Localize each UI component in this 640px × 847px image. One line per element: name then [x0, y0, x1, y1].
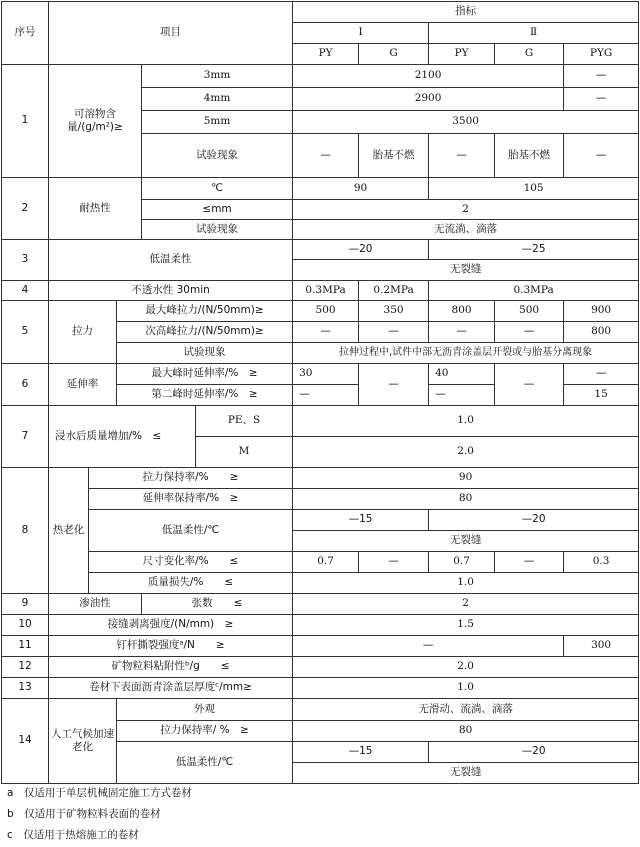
value-cell: —: [564, 88, 639, 111]
value-cell: 90: [293, 468, 639, 489]
value-cell: —: [564, 364, 639, 385]
row-label: 浸水后质量增加/% ≤: [49, 406, 196, 468]
seq-header: 序号: [2, 2, 49, 65]
row-number: 3: [2, 240, 49, 281]
value-cell: —: [495, 322, 564, 343]
sub-label: 试验现象: [117, 343, 293, 364]
sub-label: 质量损失/% ≤: [89, 573, 293, 594]
indicator-header: 指标: [293, 2, 639, 23]
row-label: 耐热性: [49, 178, 142, 240]
value-cell: 800: [564, 322, 639, 343]
value-cell: 胎基不燃: [359, 134, 429, 178]
value-cell: 90: [293, 178, 429, 200]
value-cell: 3500: [293, 111, 639, 134]
value-cell: —15: [293, 510, 429, 531]
col-header: PY: [429, 44, 495, 65]
row-number: 8: [2, 468, 49, 594]
value-cell: 40: [429, 364, 495, 385]
sub-label: 3mm: [142, 65, 293, 88]
sub-label: M: [196, 437, 293, 468]
row-label: 低温柔性: [49, 240, 293, 281]
value-cell: 105: [429, 178, 639, 200]
value-cell: 2: [293, 594, 639, 615]
value-cell: 2900: [293, 88, 564, 111]
row-number: 10: [2, 615, 49, 636]
row-number: 13: [2, 678, 49, 699]
footnote-b: b 仅适用于矿物粒料表面的卷材: [7, 808, 161, 820]
row-label: 钉杆撕裂强度ᵃ/N ≥: [49, 636, 293, 657]
row-number: 6: [2, 364, 49, 406]
sub-label: ≤mm: [142, 200, 293, 220]
value-cell: 1.0: [293, 406, 639, 437]
value-cell: 胎基不燃: [495, 134, 564, 178]
col-header: G: [495, 44, 564, 65]
row-number: 7: [2, 406, 49, 468]
sub-label: 最大峰时延伸率/% ≥: [117, 364, 293, 385]
value-cell: 无流淌、滴落: [293, 220, 639, 240]
value-cell: 500: [495, 301, 564, 322]
sub-label: 试验现象: [142, 134, 293, 178]
value-cell: 80: [293, 489, 639, 510]
footnote-a: a 仅适用于单层机械固定施工方式卷材: [7, 787, 192, 799]
row-label: 拉力: [49, 301, 117, 364]
row-label: 不透水性 30min: [49, 281, 293, 301]
value-cell: —: [495, 552, 564, 573]
sub-label: 拉力保持率/% ≥: [89, 468, 293, 489]
value-cell: 2: [293, 200, 639, 220]
row-label: 可溶物含量/(g/m²)≥: [49, 65, 142, 178]
value-cell: 500: [293, 301, 359, 322]
value-cell: —20: [293, 240, 429, 260]
row-label: 接缝剥离强度/(N/mm) ≥: [49, 615, 293, 636]
row-number: 4: [2, 281, 49, 301]
value-cell: 无裂缝: [293, 260, 639, 281]
value-cell: 0.3: [564, 552, 639, 573]
value-cell: —: [429, 385, 495, 406]
value-cell: —: [564, 65, 639, 88]
value-cell: 0.2MPa: [359, 281, 429, 301]
value-cell: 300: [564, 636, 639, 657]
row-number: 12: [2, 657, 49, 678]
value-cell: —20: [429, 742, 639, 763]
value-cell: —: [359, 552, 429, 573]
value-cell: 无滑动、流淌、滴落: [293, 699, 639, 721]
sub-label: 低温柔性/℃: [117, 742, 293, 784]
col-header: PYG: [564, 44, 639, 65]
value-cell: 0.3MPa: [293, 281, 359, 301]
value-cell: —: [293, 322, 359, 343]
sub-label: 4mm: [142, 88, 293, 111]
value-cell: —15: [293, 742, 429, 763]
value-cell: 1.5: [293, 615, 639, 636]
sub-label: PE、S: [196, 406, 293, 437]
sub-label: 拉力保持率/ % ≥: [117, 721, 293, 742]
sub-label: 延伸率保持率/% ≥: [89, 489, 293, 510]
group-1-header: I: [293, 23, 429, 44]
value-cell: 0.7: [429, 552, 495, 573]
footnote-c: c 仅适用于热熔施工的卷材: [7, 829, 139, 841]
row-number: 1: [2, 65, 49, 178]
col-header: PY: [293, 44, 359, 65]
row-number: 2: [2, 178, 49, 240]
value-cell: —: [429, 134, 495, 178]
value-cell: 80: [293, 721, 639, 742]
value-cell: 2.0: [293, 657, 639, 678]
value-cell: —25: [429, 240, 639, 260]
sub-label: 试验现象: [142, 220, 293, 240]
value-cell: —: [429, 322, 495, 343]
value-cell: 无裂缝: [293, 531, 639, 552]
row-number: 5: [2, 301, 49, 364]
footnotes: [1, 783, 638, 846]
item-header: 项目: [49, 2, 293, 65]
value-cell: —: [495, 364, 564, 406]
col-header: G: [359, 44, 429, 65]
value-cell: 1.0: [293, 573, 639, 594]
value-cell: 1.0: [293, 678, 639, 699]
value-cell: —: [359, 322, 429, 343]
value-cell: 30: [293, 364, 359, 385]
sub-label: 低温柔性/℃: [89, 510, 293, 552]
value-cell: —: [293, 134, 359, 178]
sub-label: 最大峰拉力/(N/50mm)≥: [117, 301, 293, 322]
sub-label: 次高峰拉力/(N/50mm)≥: [117, 322, 293, 343]
value-cell: —: [293, 636, 564, 657]
sub-label: ℃: [142, 178, 293, 200]
value-cell: 0.7: [293, 552, 359, 573]
row-number: 14: [2, 699, 49, 784]
value-cell: 拉伸过程中,试件中部无沥青涂盖层开裂或与胎基分离现象: [293, 343, 639, 364]
row-number: 9: [2, 594, 49, 615]
value-cell: 2100: [293, 65, 564, 88]
value-cell: 350: [359, 301, 429, 322]
row-label: 矿物粒料粘附性ᵇ/g ≤: [49, 657, 293, 678]
sub-label: 尺寸变化率/% ≤: [89, 552, 293, 573]
row-label: 渗油性: [49, 594, 142, 615]
sub-label: 外观: [117, 699, 293, 721]
sub-label: 第二峰时延伸率/% ≥: [117, 385, 293, 406]
spec-table: [1, 1, 639, 784]
row-label: 人工气候加速老化: [49, 699, 117, 784]
value-cell: —: [564, 134, 639, 178]
value-cell: —: [293, 385, 359, 406]
value-cell: —20: [429, 510, 639, 531]
row-label: 热老化: [49, 468, 89, 594]
sub-label: 5mm: [142, 111, 293, 134]
value-cell: 900: [564, 301, 639, 322]
value-cell: 无裂缝: [293, 763, 639, 784]
sub-label: 张数 ≤: [142, 594, 293, 615]
value-cell: —: [359, 364, 429, 406]
value-cell: 15: [564, 385, 639, 406]
group-2-header: Ⅱ: [429, 23, 639, 44]
row-label: 延伸率: [49, 364, 117, 406]
row-label: 卷材下表面沥青涂盖层厚度ᶜ/mm≥: [49, 678, 293, 699]
value-cell: 800: [429, 301, 495, 322]
value-cell: 0.3MPa: [429, 281, 639, 301]
value-cell: 2.0: [293, 437, 639, 468]
row-number: 11: [2, 636, 49, 657]
